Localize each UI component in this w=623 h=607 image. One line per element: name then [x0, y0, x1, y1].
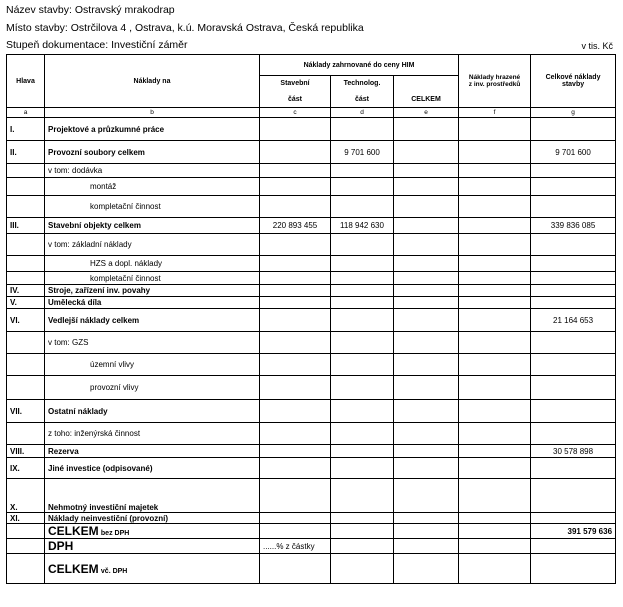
col-naklady-na: Náklady na — [45, 55, 260, 108]
table-row: I. Projektové a průzkumné práce — [7, 118, 616, 141]
table-row: II. Provozní soubory celkem 9 701 600 9 701 600 — [7, 141, 616, 164]
col-stavebni-cast: část — [260, 92, 331, 108]
units-label: v tis. Kč — [581, 41, 613, 51]
table-row: v tom: dodávka — [7, 164, 616, 178]
table-row: IV. Stroje, zařízení inv. povahy — [7, 285, 616, 297]
letters-row: a b c d e f g — [7, 108, 616, 118]
table-row: V. Umělecká díla — [7, 297, 616, 309]
table-row: IX. Jiné investice (odpisované) — [7, 458, 616, 479]
table-row: montáž — [7, 178, 616, 196]
table-row: z toho: inženýrská činnost — [7, 423, 616, 445]
table-row: XI. Náklady neinvestiční (provozní) — [7, 513, 616, 524]
table-row: provozní vlivy — [7, 376, 616, 400]
summary-celkem-bez-dph: CELKEM bez DPH 391 579 636 — [7, 524, 616, 539]
table-row: VII. Ostatní náklady — [7, 400, 616, 423]
cost-table — [6, 54, 616, 584]
table-row: v tom: GZS — [7, 332, 616, 354]
summary-celkem-vc-dph: CELKEM vč. DPH — [7, 554, 616, 584]
documentation-stage: Stupeň dokumentace: Investiční záměr — [6, 39, 188, 51]
col-stavebni: Stavební — [260, 76, 331, 92]
table-row: VI. Vedlejší náklady celkem 21 164 653 — [7, 309, 616, 332]
table-row: X. Nehmotný investiční majetek — [7, 479, 616, 513]
table-row: HZS a dopl. náklady — [7, 256, 616, 272]
table-row: kompletační činnost — [7, 272, 616, 285]
summary-dph: DPH ......% z částky — [7, 539, 616, 554]
col-technolog-cast: část — [331, 92, 394, 108]
col-him-group: Náklady zahrnované do ceny HIM — [260, 55, 459, 76]
header-row-1 — [7, 55, 616, 76]
col-technolog: Technolog. — [331, 76, 394, 92]
col-celkem: CELKEM — [394, 92, 459, 108]
col-celkove: Celkové náklady stavby — [531, 55, 616, 108]
table-row: územní vlivy — [7, 354, 616, 376]
col-hrazene: Náklady hrazené z inv. prostředků — [459, 55, 531, 108]
stavba-place: Místo stavby: Ostrčilova 4 , Ostrava, k.ú. Moravská Ostrava, Česká republika — [6, 22, 364, 34]
table-row: v tom: základní náklady — [7, 234, 616, 256]
stavba-name: Název stavby: Ostravský mrakodrap — [6, 4, 175, 16]
table-row: VIII. Rezerva 30 578 898 — [7, 445, 616, 458]
col-hlava: Hlava — [7, 55, 45, 108]
table-row: kompletační činnost — [7, 196, 616, 218]
table-row: III. Stavební objekty celkem 220 893 455 118 942 630 339 836 085 — [7, 218, 616, 234]
